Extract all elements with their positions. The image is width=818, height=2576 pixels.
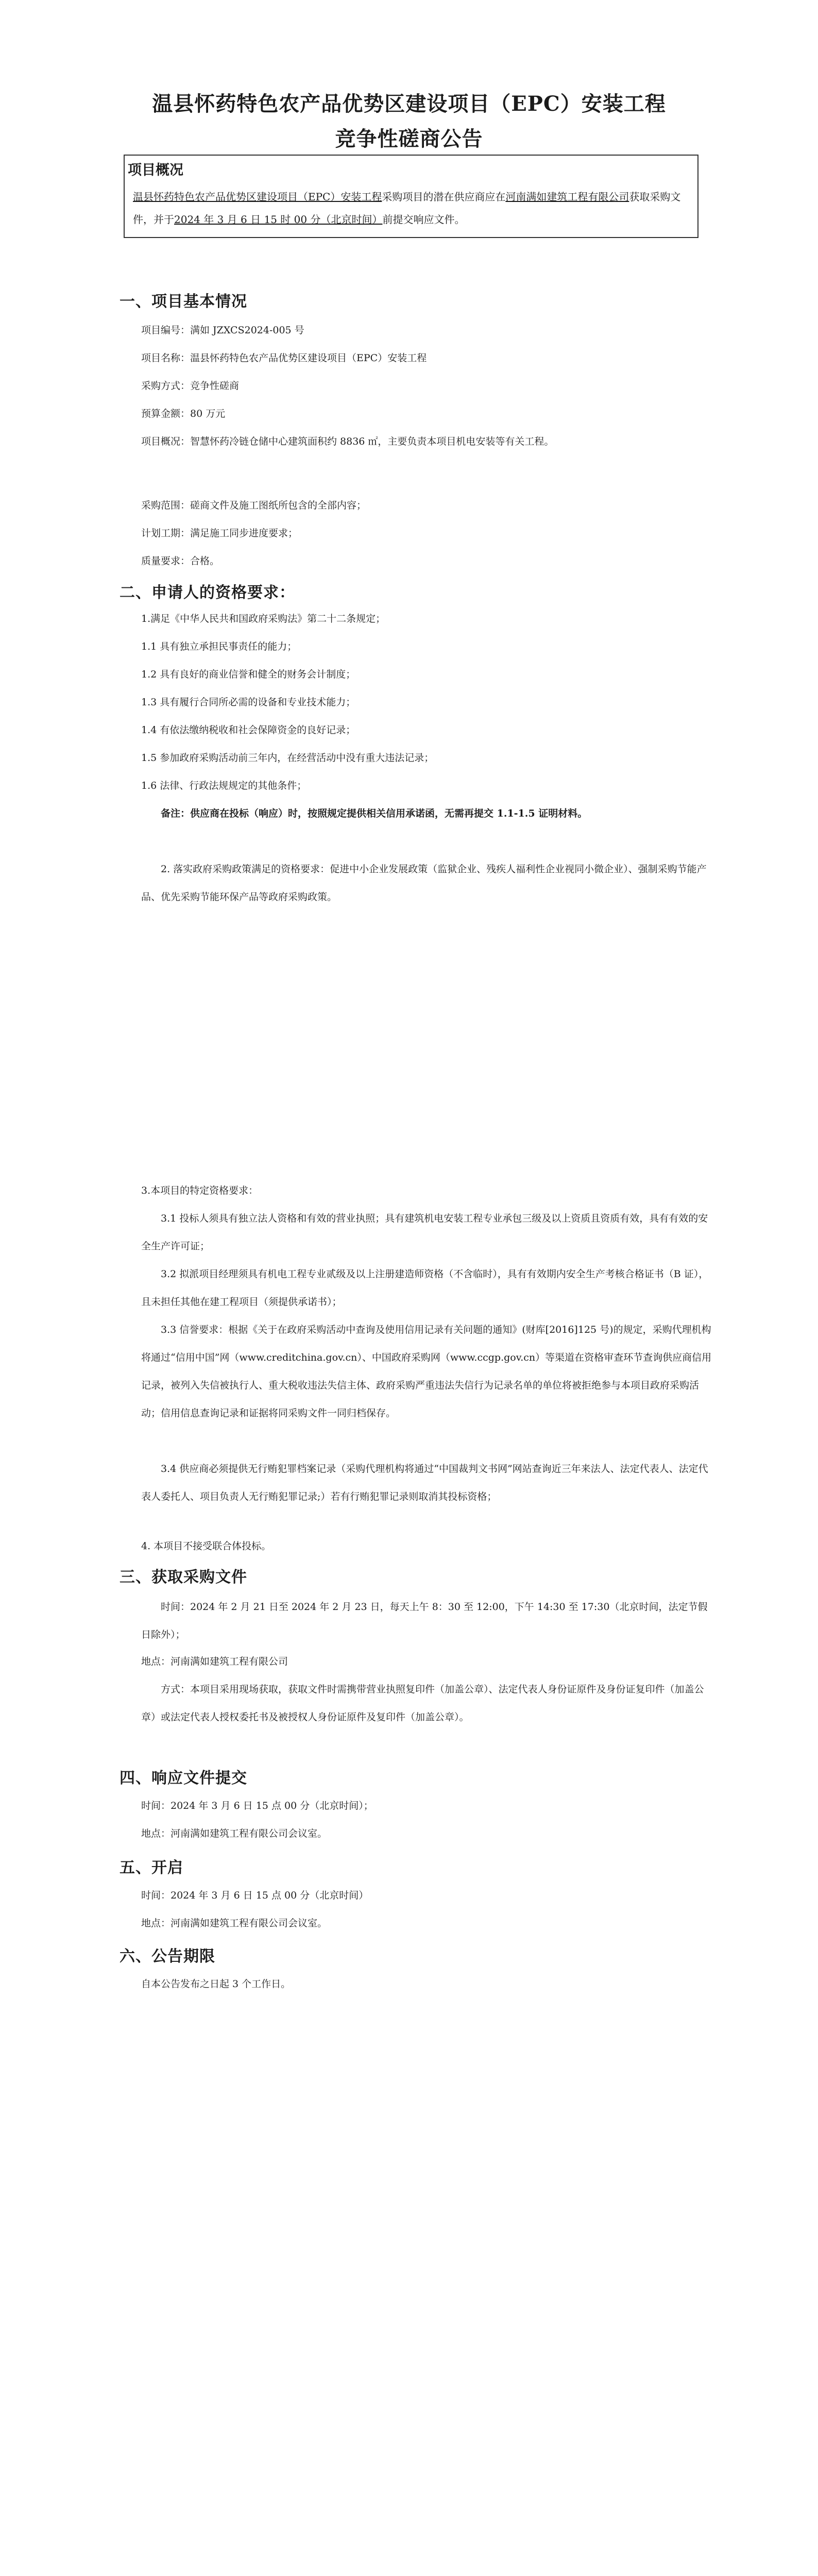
qual-3-2: 3.2 拟派项目经理须具有机电工程专业贰级及以上注册建造师资格（不含临时），具有有效期内安全生产考核合格证书（B 证），且未担任其他在建工程项目（须提供承诺书）； [141, 1268, 709, 1308]
doc-title-line2: 竞争性磋商公告 [335, 127, 483, 151]
section-1-heading: 一、项目基本情况 [120, 293, 247, 311]
qual-3-heading: 3.本项目的特定资格要求： [141, 1185, 259, 1196]
qual-4: 4. 本项目不接受联合体投标。 [141, 1540, 271, 1552]
qual-1-4: 1.4 有依法缴纳税收和社会保障资金的良好记录； [141, 724, 356, 736]
qual-1: 1.满足《中华人民共和国政府采购法》第二十二条规定； [141, 613, 386, 624]
overview-text-d: 获取采购文件，并于 [133, 191, 681, 226]
qual-note: 备注：供应商在投标（响应）时，按照规定提供相关信用承诺函，无需再提交 1.1-1.5 证明材料。 [161, 808, 588, 819]
project-overview: 项目概况：智慧怀药冷链仓储中心建筑面积约 8836 ㎡，主要负责本项目机电安装等有关工程。 [141, 436, 554, 447]
doc-time: 时间：2024 年 2 月 21 日至 2024 年 2 月 23 日，每天上午 8：30 至 12:00，下午 14:30 至 17:30（北京时间，法定节假日除外）； [141, 1601, 708, 1640]
planned-schedule: 计划工期：满足施工同步进度要求； [141, 528, 298, 539]
qual-3-4: 3.4 供应商必须提供无行贿犯罪档案记录（采购代理机构将通过“中国裁判文书网”网站查询近三年来法人、法定代表人、法定代表人委托人、项目负责人无行贿犯罪记录;）若有行贿犯罪记录则取消其投标资格； [141, 1463, 708, 1502]
overview-company: 河南满如建筑工程有限公司 [505, 191, 629, 203]
section-4-heading: 四、响应文件提交 [120, 1769, 247, 1787]
open-place: 地点：河南满如建筑工程有限公司会议室。 [141, 1918, 328, 1929]
submit-time: 时间：2024 年 3 月 6 日 15 点 00 分（北京时间）； [141, 1800, 373, 1811]
procurement-method: 采购方式：竞争性磋商 [141, 380, 240, 392]
overview-deadline: 2024 年 3 月 6 日 15 时 00 分（北京时间） [174, 213, 383, 226]
section-3-heading: 三、获取采购文件 [120, 1568, 247, 1586]
overview-text-f: 前提交响应文件。 [382, 213, 465, 226]
project-name: 项目名称：温县怀药特色农产品优势区建设项目（EPC）安装工程 [141, 352, 427, 364]
doc-method: 方式：本项目采用现场获取，获取文件时需携带营业执照复印件（加盖公章）、法定代表人身份证原件及身份证复印件（加盖公章）或法定代表人授权委托书及被授权人身份证原件及复印件（加盖公章）。 [141, 1684, 704, 1723]
qual-3-3: 3.3 信誉要求：根据《关于在政府采购活动中查询及使用信用记录有关问题的通知》(财库[2016]125 号)的规定，采购代理机构将通过“信用中国”网（www.creditchina.gov.cn）、中国政府采购网（www.ccgp.gov.cn）等渠道在资格审查环节查询供应商信用记录，被列入失信被执行人、重大税收违法失信主体、政府采购严重违法失信行为记录名单的单位将被拒绝参与本项目政府采购活动；信用信息查询记录和证据将同采购文件一同归档保存。 [141, 1324, 712, 1419]
open-time: 时间：2024 年 3 月 6 日 15 点 00 分（北京时间） [141, 1890, 369, 1901]
qual-1-1: 1.1 具有独立承担民事责任的能力； [141, 641, 297, 652]
project-number: 项目编号：满如 JZXCS2024-005 号 [141, 325, 304, 336]
qual-1-5: 1.5 参加政府采购活动前三年内，在经营活动中没有重大违法记录； [141, 752, 434, 764]
budget-amount: 预算金额：80 万元 [141, 408, 226, 419]
overview-text-b: 采购项目的潜在供应商应在 [382, 191, 506, 203]
project-overview-box [124, 155, 698, 238]
section-2-heading: 二、申请人的资格要求： [120, 584, 295, 602]
overview-text [133, 185, 689, 231]
doc-place: 地点：河南满如建筑工程有限公司 [141, 1656, 288, 1667]
notice-period: 自本公告发布之日起 3 个工作日。 [141, 1978, 291, 1990]
submit-place: 地点：河南满如建筑工程有限公司会议室。 [141, 1828, 328, 1839]
qual-1-2: 1.2 具有良好的商业信誉和健全的财务会计制度； [141, 669, 356, 680]
overview-heading: 项目概况 [128, 162, 183, 178]
overview-project-name: 温县怀药特色农产品优势区建设项目（EPC）安装工程 [133, 191, 382, 203]
qual-1-3: 1.3 具有履行合同所必需的设备和专业技术能力； [141, 697, 356, 708]
procurement-scope: 采购范围：磋商文件及施工图纸所包含的全部内容； [141, 500, 367, 511]
qual-1-6: 1.6 法律、行政法规规定的其他条件； [141, 780, 307, 791]
section-6-heading: 六、公告期限 [120, 1947, 215, 1965]
section-5-heading: 五、开启 [120, 1859, 183, 1877]
qual-2-policy: 2. 落实政府采购政策满足的资格要求：促进中小企业发展政策（监狱企业、残疾人福利性企业视同小微企业）、强制采购节能产品、优先采购节能环保产品等政府采购政策。 [141, 863, 707, 903]
qual-3-1: 3.1 投标人须具有独立法人资格和有效的营业执照；具有建筑机电安装工程专业承包三级及以上资质且资质有效，具有有效的安全生产许可证； [141, 1213, 708, 1252]
doc-title-line1: 温县怀药特色农产品优势区建设项目（EPC）安装工程 [152, 92, 666, 116]
quality-requirement: 质量要求：合格。 [141, 555, 220, 567]
